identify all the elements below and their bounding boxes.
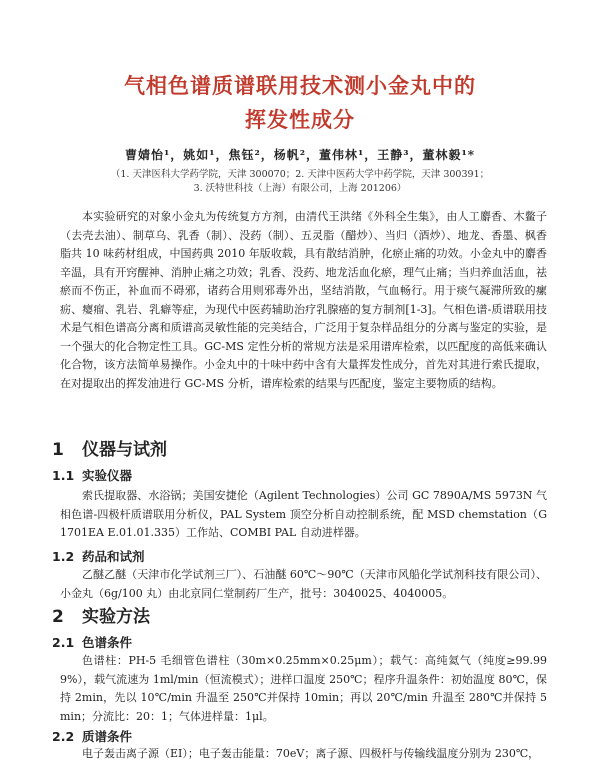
subsection-heading-2-1: 2.1 色谱条件 <box>52 635 133 650</box>
author-list: 曹婧怡¹，姚如¹，焦钰²，杨帆²，董伟林¹，王静³，董林毅¹* <box>124 148 476 162</box>
affiliation-line2: 3. 沃特世科技（上海）有限公司，上海 201206） <box>193 183 407 194</box>
subsection-text-2-1: 色谱柱：PH-5 毛细管色谱柱（30m×0.25mm×0.25μm）；载气：高纯氦气（纯度≥99.999%），载气流速为 1ml/min（恒流模式）；进样口温度 250℃；程序升温条件：初始温度 80℃，保持 2min，先以 10℃/min 升温至 250℃并保持 10min；再以 20℃/min 升温至 280℃并保持 5min；分流比：20：1；气体进样量：1μl。 <box>60 654 547 723</box>
paper-title-line2: 挥发性成分 <box>245 108 355 132</box>
subsection-heading-1-1: 1.1 实验仪器 <box>52 468 133 483</box>
subsection-text-1-2: 乙醚乙醚（天津市化学试剂三厂）、石油醚 60℃～90℃（天津市风船化学试剂科技有限公司）、小金丸（6g/100 丸）由北京同仁堂制药厂生产，批号：3040025、4040005。 <box>60 568 547 600</box>
paper-title-line1: 气相色谱质谱联用技术测小金丸中的 <box>124 74 476 98</box>
intro-paragraph: 本实验研究的对象小金丸为传统复方方剂，由清代王洪绪《外科全生集》，由人工麝香、木鳖子（去壳去油）、制草乌、乳香（制）、没药（制）、五灵脂（醋炒）、当归（酒炒）、地龙、香墨、枫香脂共 10 味药材组成，中国药典 2010 年版收载，具有散结消肿，化瘀止痛的功效。小金丸中的麝香辛温，具有开窍醒神、消肿止痛之功效；乳香、没药、地龙活血化瘀，理气止痛；当归养血活血，祛瘀而不伤正，补血而不碍邪，诸药合用则邪毒外出，坚结消散，气血畅行。用于痰气凝滞所致的瘰疬、瘿瘤、乳岩、乳癖等症，为现代中医药辅助治疗乳腺癌的复方制剂[1-3]。气相色谱-质谱联用技术是气相色谱高分离和质谱高灵敏性能的完美结合，广泛用于复杂样品组分的分离与鉴定的实验，是一个强大的化合物定性工具。GC-MS 定性分析的常规方法是采用谱库检索，以匹配度的高低来确认化合物，该方法简单易操作。小金丸中的十味中药中含有大量挥发性成分，首先对其进行索氏提取，在对提取出的挥发油进行 GC-MS 分析，谱库检索的结果与匹配度，鉴定主要物质的结构。 <box>60 210 547 390</box>
affiliation-line1: （1. 天津医科大学药学院，天津 300070；2. 天津中医药大学中药学院，天津 300391； <box>110 169 490 180</box>
subsection-heading-2-2: 2.2 质谱条件 <box>52 729 133 744</box>
subsection-heading-1-2: 1.2 药品和试剂 <box>52 549 145 564</box>
section-heading-2: 2 实验方法 <box>52 607 150 627</box>
subsection-text-1-1: 索氏提取器、水浴锅；美国安捷伦（Agilent Technologies）公司 GC 7890A/MS 5973N 气相色谱-四极杆质谱联用分析仪，PAL System 顶空分析自动控制系统，配 MSD chemstation（G1701EA E.01.01.335）工作站、COMBI PAL 自动进样器。 <box>60 489 547 539</box>
section-heading-1: 1 仪器与试剂 <box>52 440 167 460</box>
subsection-text-2-2: 电子轰击离子源（EI）；电子轰击能量：70eV；离子源、四极杆与传输线温度分别为 230℃， <box>82 747 540 760</box>
